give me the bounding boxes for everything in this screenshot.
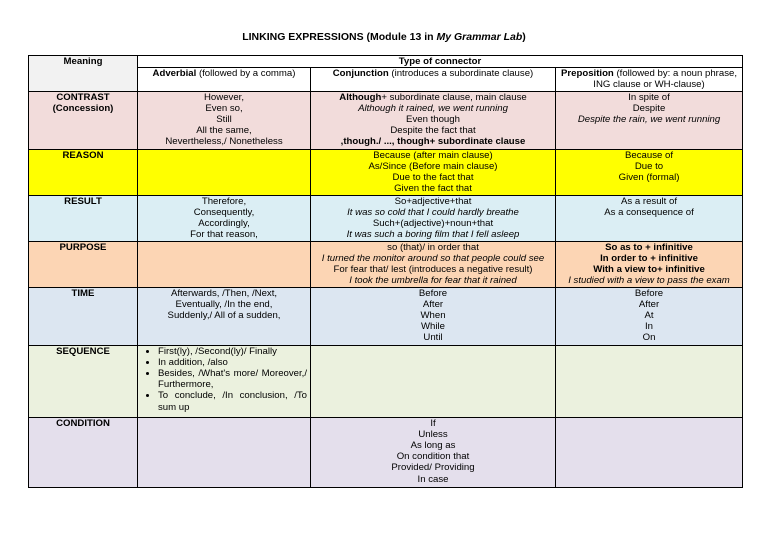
condition-preposition <box>556 417 743 487</box>
list-item: Until <box>423 332 443 344</box>
list-item: It was so cold that I could hardly breathe <box>347 206 519 218</box>
list-item: Even so, <box>205 102 243 114</box>
header-meaning: Meaning <box>29 56 138 92</box>
list-item: Afterwards, /Then, /Next, <box>170 287 278 299</box>
time-adverbial <box>138 287 311 345</box>
list-item: If <box>430 417 436 429</box>
contrast-conjunction <box>311 91 556 149</box>
meaning-result: RESULT <box>29 195 138 241</box>
reason-conjunction <box>311 149 556 195</box>
list-item: When <box>420 310 446 322</box>
list-item: • First(ly), /Second(ly)/ Finally <box>158 346 307 357</box>
list-item: However, <box>204 91 244 103</box>
page-title <box>0 31 768 43</box>
list-item: Therefore, <box>201 195 247 207</box>
title-main: LINKING EXPRESSIONS (Module 13 in <box>242 31 437 43</box>
row-contrast <box>29 91 743 149</box>
header-preposition: Preposition (followed by: a noun phrase, ING clause or WH-clause) <box>556 68 743 91</box>
row-purpose <box>29 241 743 287</box>
list-item: In order to + infinitive <box>600 252 698 264</box>
list-item: Even though <box>406 114 460 126</box>
list-item: So+adjective+that <box>394 195 472 207</box>
list-item: Because (after main clause) <box>373 149 493 161</box>
row-condition <box>29 417 743 487</box>
header-adverbial: Adverbial (followed by a comma) <box>138 68 311 91</box>
list-item: I took the umbrella for fear that it rained <box>349 275 517 287</box>
list-item: Still <box>216 114 232 126</box>
purpose-conjunction <box>311 241 556 287</box>
list-item: As long as <box>410 440 456 452</box>
list-item: As/Since (Before main clause) <box>368 160 498 172</box>
list-item: • In addition, /also <box>158 357 307 368</box>
list-item: ,though./ ..., though+ subordinate clause <box>340 136 526 148</box>
row-time <box>29 287 743 345</box>
purpose-adverbial <box>138 241 311 287</box>
list-item: In <box>645 321 654 333</box>
list-item: Given (formal) <box>618 172 680 184</box>
sequence-preposition <box>556 345 743 417</box>
header-row-1 <box>29 56 743 68</box>
list-item: After <box>638 298 660 310</box>
result-preposition <box>556 195 743 241</box>
list-item: In case <box>417 473 449 485</box>
list-item: After <box>422 298 444 310</box>
result-conjunction <box>311 195 556 241</box>
title-book: My Grammar Lab <box>436 31 523 43</box>
list-item: Nevertheless,/ Nonetheless <box>165 136 283 148</box>
sequence-adverbial <box>138 345 311 417</box>
list-item: Because of <box>625 149 674 161</box>
header-conjunction: Conjunction (introduces a subordinate clause) <box>311 68 556 91</box>
list-item: While <box>421 321 445 333</box>
list-item: Suddenly,/ All of a sudden, <box>167 310 281 322</box>
list-item: Before <box>418 287 448 299</box>
time-conjunction <box>311 287 556 345</box>
list-item: On condition that <box>396 451 470 463</box>
list-item: It was such a boring film that I fell asleep <box>346 229 520 241</box>
sequence-conjunction <box>311 345 556 417</box>
list-item: For fear that/ lest (introduces a negative result) <box>333 264 533 276</box>
sequence-list <box>140 346 307 413</box>
list-item: So as to + infinitive <box>605 241 693 253</box>
condition-adverbial <box>138 417 311 487</box>
list-item: Despite <box>632 102 666 114</box>
list-item: As a consequence of <box>604 206 694 218</box>
header-type-of-connector: Type of connector <box>138 56 743 68</box>
meaning-contrast: CONTRAST (Concession) <box>29 91 138 149</box>
list-item: All the same, <box>196 125 252 137</box>
result-adverbial <box>138 195 311 241</box>
list-item: so (that)/ in order that <box>387 241 479 253</box>
list-item: Consequently, <box>193 206 255 218</box>
list-item: • Besides, /What's more/ Moreover,/ Furthermore, <box>158 368 307 390</box>
list-item: As a result of <box>621 195 678 207</box>
list-item: Due to the fact that <box>392 172 474 184</box>
list-item: Eventually, /In the end, <box>175 298 273 310</box>
list-item: Such+(adjective)+noun+that <box>372 218 494 230</box>
contrast-adverbial <box>138 91 311 149</box>
meaning-reason: REASON <box>29 149 138 195</box>
list-item: On <box>642 332 656 344</box>
list-item: I studied with a view to pass the exam <box>568 275 730 287</box>
meaning-condition: CONDITION <box>29 417 138 487</box>
list-item: Unless <box>418 428 448 440</box>
meaning-purpose: PURPOSE <box>29 241 138 287</box>
list-item: Given the fact that <box>394 183 472 195</box>
list-item: With a view to+ infinitive <box>593 264 705 276</box>
list-item: Before <box>634 287 664 299</box>
list-item: Due to <box>634 160 664 172</box>
list-item: • To conclude, /In conclusion, /To sum up <box>158 390 307 412</box>
list-item: Although+ subordinate clause, main clause <box>339 91 527 103</box>
condition-conjunction <box>311 417 556 487</box>
row-reason <box>29 149 743 195</box>
time-preposition <box>556 287 743 345</box>
reason-adverbial <box>138 149 311 195</box>
list-item: I turned the monitor around so that people could see <box>321 252 545 264</box>
purpose-preposition <box>556 241 743 287</box>
list-item: Accordingly, <box>198 218 250 230</box>
linking-expressions-table <box>28 55 743 488</box>
row-result <box>29 195 743 241</box>
contrast-preposition <box>556 91 743 149</box>
row-sequence <box>29 345 743 417</box>
meaning-time: TIME <box>29 287 138 345</box>
list-item: For that reason, <box>190 229 258 241</box>
reason-preposition <box>556 149 743 195</box>
meaning-sequence: SEQUENCE <box>29 345 138 417</box>
list-item: Despite the rain, we went running <box>577 114 721 126</box>
list-item: Despite the fact that <box>390 125 476 137</box>
list-item: At <box>644 310 654 322</box>
list-item: In spite of <box>628 91 670 103</box>
list-item: Although it rained, we went running <box>358 102 508 114</box>
list-item: Provided/ Providing <box>391 462 475 474</box>
title-close: ) <box>522 31 526 43</box>
